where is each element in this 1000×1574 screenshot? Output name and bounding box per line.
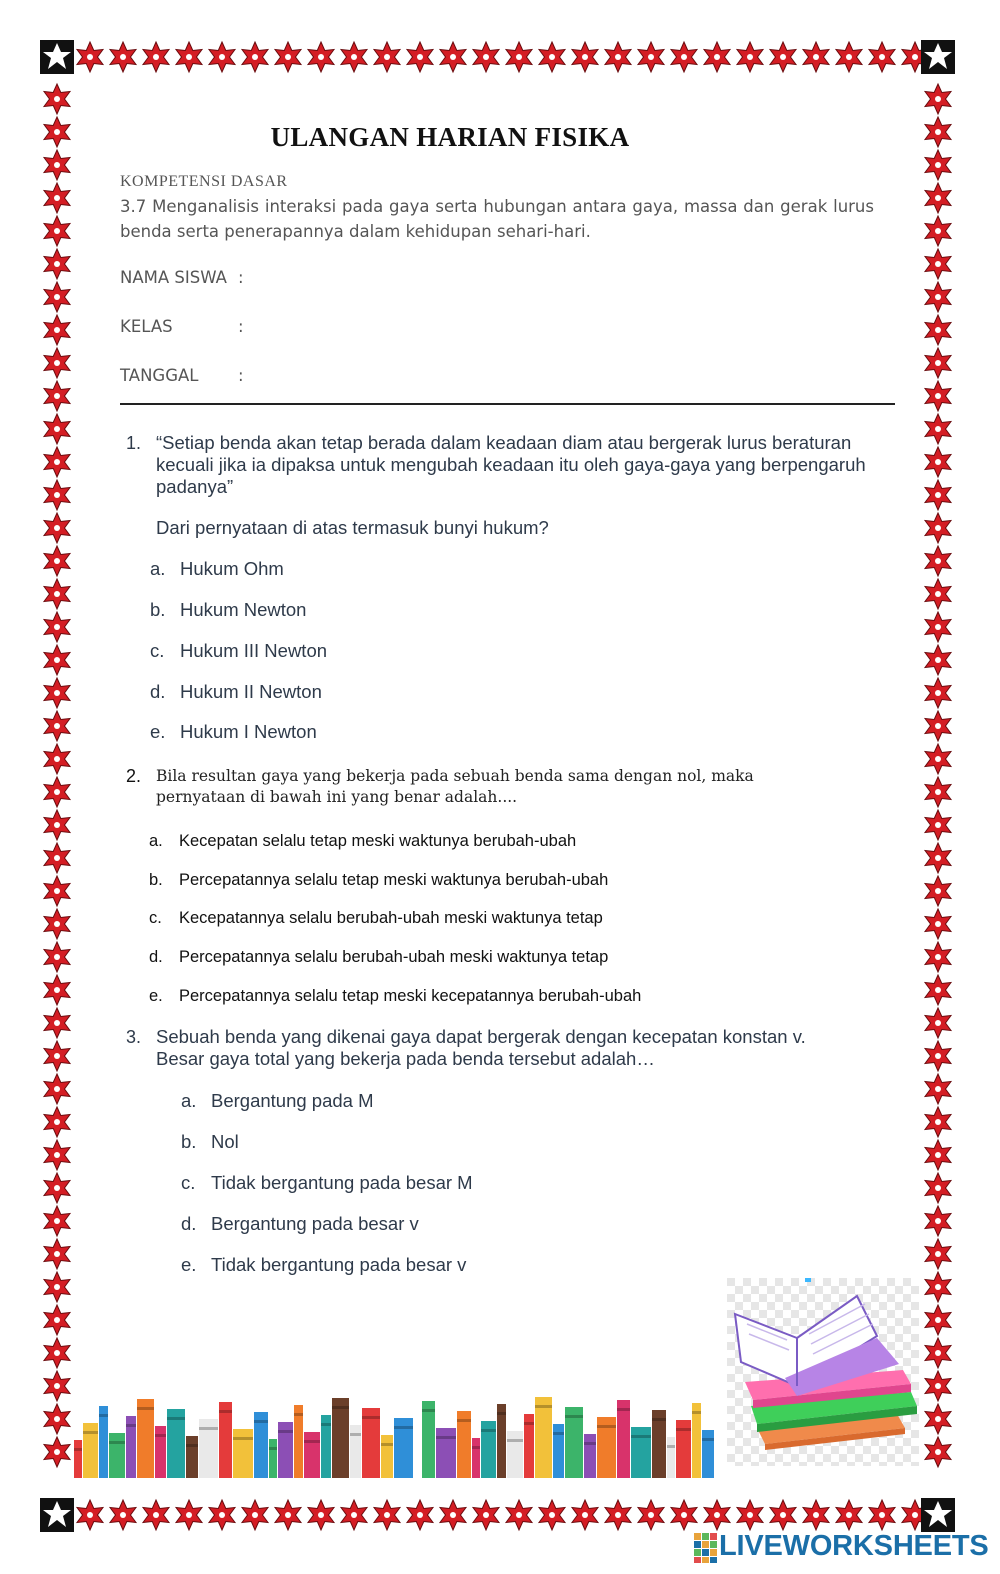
book-spine: [233, 1429, 253, 1478]
option-letter: c.: [149, 909, 162, 927]
q3-option-c[interactable]: [181, 1172, 473, 1194]
book-spine: [472, 1438, 480, 1478]
q2-option-b[interactable]: [149, 871, 609, 890]
book-spine: [137, 1399, 154, 1478]
top-star-border: [40, 40, 955, 74]
bookshelf-illustration: [74, 1392, 714, 1478]
question-1-prompt: Dari pernyataan di atas termasuk bunyi hukum?: [156, 517, 549, 538]
right-star-border: [921, 74, 955, 1498]
q3-option-d[interactable]: [181, 1213, 419, 1235]
book-spine: [507, 1431, 523, 1478]
option-text: Nol: [211, 1131, 239, 1152]
question-number: 2.: [126, 766, 142, 786]
q1-option-b[interactable]: [150, 599, 307, 621]
book-spine: [617, 1400, 630, 1478]
field-label-tanggal: TANGGAL: [120, 366, 199, 385]
book-spine: [631, 1427, 651, 1478]
option-letter: b.: [181, 1131, 197, 1152]
book-spine: [584, 1434, 596, 1478]
option-text: Kecepatan selalu tetap meski waktunya berubah-ubah: [179, 832, 577, 850]
option-text: Hukum I Newton: [180, 721, 317, 742]
nama-siswa-input[interactable]: [255, 265, 555, 291]
q1-option-c[interactable]: [150, 640, 328, 662]
book-spine: [497, 1404, 506, 1478]
option-text: Hukum Newton: [180, 599, 307, 620]
option-letter: a.: [150, 558, 166, 579]
option-text: Percepatannya selalu berubah-ubah meski waktunya tetap: [179, 948, 609, 966]
book-spine: [692, 1403, 701, 1478]
option-text: Kecepatannya selalu berubah-ubah meski waktunya tetap: [179, 909, 603, 927]
question-2-text: Bila resultan gaya yang bekerja pada sebuah benda sama dengan nol, maka pernyataan di bawah ini yang benar adalah....: [156, 767, 754, 806]
option-letter: d.: [150, 681, 166, 702]
option-text: Bergantung pada besar v: [211, 1213, 419, 1234]
book-spine: [74, 1440, 82, 1478]
corner-star-icon: [921, 1498, 955, 1532]
liveworksheets-logo-text[interactable]: LIVEWORKSHEETS: [719, 1530, 989, 1562]
q3-option-a[interactable]: [181, 1090, 374, 1112]
option-text: Bergantung pada M: [211, 1090, 374, 1111]
option-text: Percepatannya selalu tetap meski waktunya berubah-ubah: [179, 871, 609, 889]
book-spine: [381, 1435, 393, 1478]
option-letter: d.: [149, 948, 163, 966]
option-letter: e.: [181, 1254, 197, 1275]
option-letter: b.: [149, 871, 163, 889]
q2-option-c[interactable]: [149, 909, 603, 928]
book-spine: [350, 1425, 361, 1478]
field-label-nama: NAMA SISWA: [120, 268, 227, 287]
liveworksheets-logo-icon: [694, 1533, 718, 1563]
option-letter: e.: [149, 987, 163, 1005]
page-title: ULANGAN HARIAN FISIKA: [270, 122, 630, 152]
question-1-text: “Setiap benda akan tetap berada dalam keadaan diam atau bergerak lurus beraturan kecuali jika ia dipaksa untuk mengubah keadaan itu oleh gaya-gaya yang berpengaruh padanya”: [156, 432, 866, 497]
book-spine: [422, 1401, 435, 1478]
option-letter: c.: [181, 1172, 196, 1193]
option-text: Tidak bergantung pada besar M: [211, 1172, 473, 1193]
field-separator: :: [238, 317, 244, 336]
bottom-star-border: [40, 1498, 955, 1532]
book-spine: [702, 1430, 714, 1478]
corner-star-icon: [40, 1498, 74, 1532]
tanggal-input[interactable]: [255, 363, 555, 389]
left-star-border: [40, 74, 74, 1498]
field-label-kelas: KELAS: [120, 317, 173, 336]
option-text: Percepatannya selalu tetap meski kecepatannya berubah-ubah: [179, 987, 642, 1005]
book-spine: [535, 1397, 552, 1478]
book-spine: [155, 1426, 166, 1478]
book-spine: [667, 1437, 675, 1478]
question-number: 1.: [126, 433, 142, 453]
divider: [120, 403, 895, 405]
corner-star-icon: [40, 40, 74, 74]
book-spine: [109, 1433, 125, 1478]
book-spine: [436, 1428, 456, 1478]
option-letter: c.: [150, 640, 165, 661]
q1-option-a[interactable]: [150, 558, 284, 580]
option-letter: a.: [149, 832, 163, 850]
option-text: Hukum II Newton: [180, 681, 322, 702]
book-stack-illustration: [727, 1278, 919, 1466]
option-text: Hukum Ohm: [180, 558, 284, 579]
book-spine: [269, 1439, 277, 1478]
q2-option-e[interactable]: [149, 987, 642, 1006]
question-3-text: Sebuah benda yang dikenai gaya dapat bergerak dengan kecepatan konstan v. Besar gaya total yang bekerja pada benda tersebut adalah…: [156, 1026, 806, 1069]
q1-option-e[interactable]: [150, 721, 317, 743]
book-spine: [219, 1402, 232, 1478]
option-letter: e.: [150, 721, 166, 742]
option-text: Tidak bergantung pada besar v: [211, 1254, 467, 1275]
field-separator: :: [238, 268, 244, 287]
book-spine: [186, 1436, 198, 1478]
q2-option-a[interactable]: [149, 832, 577, 851]
kd-label: KOMPETENSI DASAR: [120, 173, 288, 190]
kelas-input[interactable]: [255, 314, 555, 340]
q1-option-d[interactable]: [150, 681, 322, 703]
book-spine: [332, 1398, 349, 1478]
option-letter: b.: [150, 599, 166, 620]
field-separator: :: [238, 366, 244, 385]
option-letter: a.: [181, 1090, 197, 1111]
question-number: 3.: [126, 1027, 142, 1047]
q3-option-e[interactable]: [181, 1254, 467, 1276]
option-letter: d.: [181, 1213, 197, 1234]
corner-star-icon: [921, 40, 955, 74]
q2-option-d[interactable]: [149, 948, 609, 967]
option-text: Hukum III Newton: [180, 640, 328, 661]
kd-text: 3.7 Menganalisis interaksi pada gaya serta hubungan antara gaya, massa dan gerak lurus benda serta penerapannya dalam kehidupan sehari-hari.: [120, 197, 874, 241]
q3-option-b[interactable]: [181, 1131, 239, 1153]
book-spine: [304, 1432, 320, 1478]
